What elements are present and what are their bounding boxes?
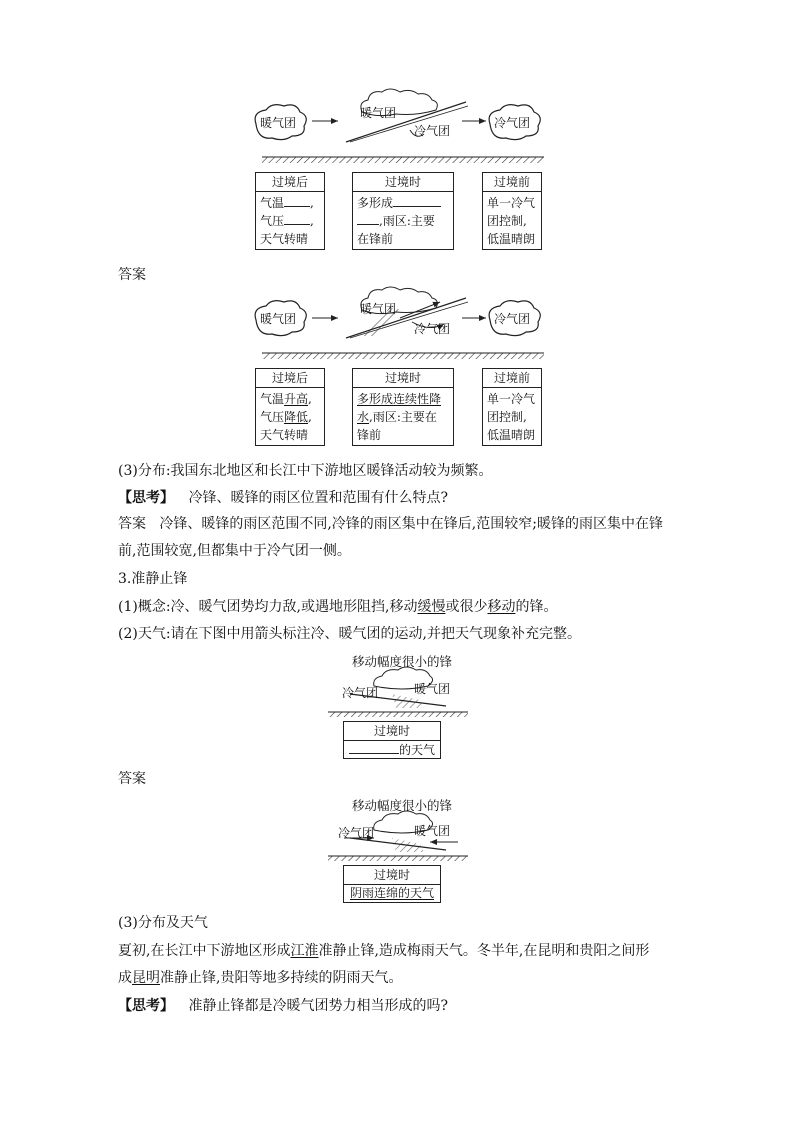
- warm-air-mass-label: 暖气团: [260, 312, 297, 326]
- answer-text: 多形成连续性降: [357, 392, 442, 406]
- answer-blank: [284, 212, 310, 225]
- concept-paragraph: [118, 598, 557, 616]
- diagram-title: 移动幅度很小的锋: [352, 798, 453, 813]
- concept-text: 或很少: [445, 599, 488, 615]
- summer-paragraph-line-1: [118, 942, 649, 960]
- diagram-title: 移动幅度很小的锋: [352, 654, 453, 669]
- answer-text: 江淮: [290, 943, 319, 959]
- box-during-passage-3: [343, 721, 441, 759]
- answer-label-3: 答案: [118, 771, 146, 787]
- box-text: 团控制,: [487, 410, 527, 424]
- box-during-passage-2: [352, 368, 454, 446]
- box-text: 的天气: [398, 743, 435, 757]
- think-question-text: 冷锋、暖锋的雨区位置和范围有什么特点?: [188, 490, 448, 506]
- ground-hatch: [262, 157, 544, 163]
- answer-text: 昆明: [132, 970, 160, 986]
- ground-hatch: [328, 856, 468, 861]
- box-after-passage-2: [255, 368, 325, 446]
- warm-air-label: 暖气团: [414, 682, 451, 696]
- rain-area: [392, 838, 424, 852]
- box-text: 在锋前: [357, 232, 394, 246]
- box-after-passage-1: [255, 172, 325, 250]
- box-title: 过境时: [353, 173, 453, 192]
- box-text: 锋前: [357, 428, 382, 442]
- box-text: 低温晴朗: [487, 428, 536, 442]
- box-text: 团控制,: [487, 214, 527, 228]
- box-text: 气压: [260, 410, 285, 424]
- warm-air-mass-label: 暖气团: [260, 116, 297, 130]
- answer-blank: [349, 741, 399, 754]
- answer-blank: [393, 194, 441, 207]
- cold-air-mass-label: 冷气团: [494, 116, 531, 130]
- answer-text: 移动: [487, 599, 516, 615]
- box-text: 天气转晴: [260, 232, 309, 246]
- think-question-2: [118, 997, 448, 1015]
- warm-air-label: 暖气团: [360, 302, 397, 316]
- cold-air-label: 冷气团: [414, 124, 451, 138]
- ground-hatch: [262, 353, 544, 359]
- box-text: 天气转晴: [260, 428, 309, 442]
- box-title: 过境时: [344, 866, 440, 885]
- cold-air-label: 冷气团: [414, 322, 451, 336]
- box-before-passage-2: [482, 368, 542, 446]
- sub-3-title: (3)分布及天气: [118, 915, 208, 931]
- answer-label: 答案: [118, 516, 146, 532]
- summer-text: 成: [118, 970, 132, 986]
- box-title: 过境前: [483, 369, 541, 388]
- think-tag: 【思考】: [118, 998, 174, 1014]
- box-title: 过境后: [256, 173, 324, 192]
- answer-blank: [284, 194, 310, 207]
- summer-text: 夏初,在长江中下游地区形成: [118, 943, 291, 959]
- box-text: 气温: [260, 392, 285, 406]
- ground-hatch: [328, 712, 468, 717]
- box-text: ,雨区:主要在: [369, 410, 437, 424]
- box-text: ,雨区:主要: [379, 214, 435, 228]
- answer-text: 水: [357, 410, 370, 424]
- think-question-1: [118, 489, 448, 507]
- box-text: ,: [308, 392, 312, 406]
- weather-task: (2)天气:请在下图中用箭头标注冷、暖气团的运动,并把天气现象补充完整。: [118, 626, 581, 642]
- think-tag: 【思考】: [118, 490, 174, 506]
- box-title: 过境时: [353, 369, 453, 388]
- box-title: 过境时: [344, 722, 440, 741]
- cold-air-mass-label: 冷气团: [494, 312, 531, 326]
- box-text: 多形成: [357, 196, 394, 210]
- answer-text: 升高: [284, 392, 309, 406]
- box-text: 气温: [260, 196, 285, 210]
- box-text: 单一冷气: [487, 392, 536, 406]
- box-before-passage-1: [482, 172, 542, 250]
- answer-text: 降低: [284, 410, 309, 424]
- box-title: 过境前: [483, 173, 541, 192]
- concept-text: (1)概念:冷、暖气团势均力敌,或遇地形阻挡,移动: [118, 599, 418, 615]
- box-text: 气压: [260, 214, 285, 228]
- section-3-title: 3.准静止锋: [118, 571, 188, 587]
- box-during-passage-1: [352, 172, 454, 250]
- answer-label-1: 答案: [118, 267, 146, 283]
- answer-text: 冷锋、暖锋的雨区范围不同,冷锋的雨区集中在锋后,范围较窄;暖锋的雨区集中在锋前,范围较宽,但都集中于冷气团一侧。: [118, 516, 663, 559]
- think-question-text: 准静止锋都是冷暖气团势力相当形成的吗?: [188, 998, 448, 1014]
- summer-paragraph-line-2: [118, 969, 402, 987]
- distribution-paragraph: (3)分布:我国东北地区和长江中下游地区暖锋活动较为频繁。: [118, 463, 493, 479]
- summer-text: 准静止锋,贵阳等地多持续的阴雨天气。: [160, 970, 403, 986]
- box-during-passage-4: [343, 865, 441, 903]
- warm-air-label: 暖气团: [360, 106, 397, 120]
- box-text: ,: [310, 214, 314, 228]
- cold-air-label: 冷气团: [338, 826, 375, 840]
- answer-paragraph-2: [118, 511, 678, 565]
- box-text: ,: [310, 196, 314, 210]
- box-text: 低温晴朗: [487, 232, 536, 246]
- cold-air-label: 冷气团: [342, 686, 379, 700]
- box-title: 过境后: [256, 369, 324, 388]
- summer-text: 准静止锋,造成梅雨天气。冬半年,在昆明和贵阳之间形: [318, 943, 650, 959]
- answer-blank: [357, 212, 379, 225]
- box-text: 单一冷气: [487, 196, 536, 210]
- warm-air-label: 暖气团: [414, 824, 451, 838]
- concept-text: 的锋。: [515, 599, 558, 615]
- answer-text: 阴雨连绵的天气: [349, 886, 434, 900]
- answer-text: 缓慢: [417, 599, 446, 615]
- box-text: ,: [308, 410, 312, 424]
